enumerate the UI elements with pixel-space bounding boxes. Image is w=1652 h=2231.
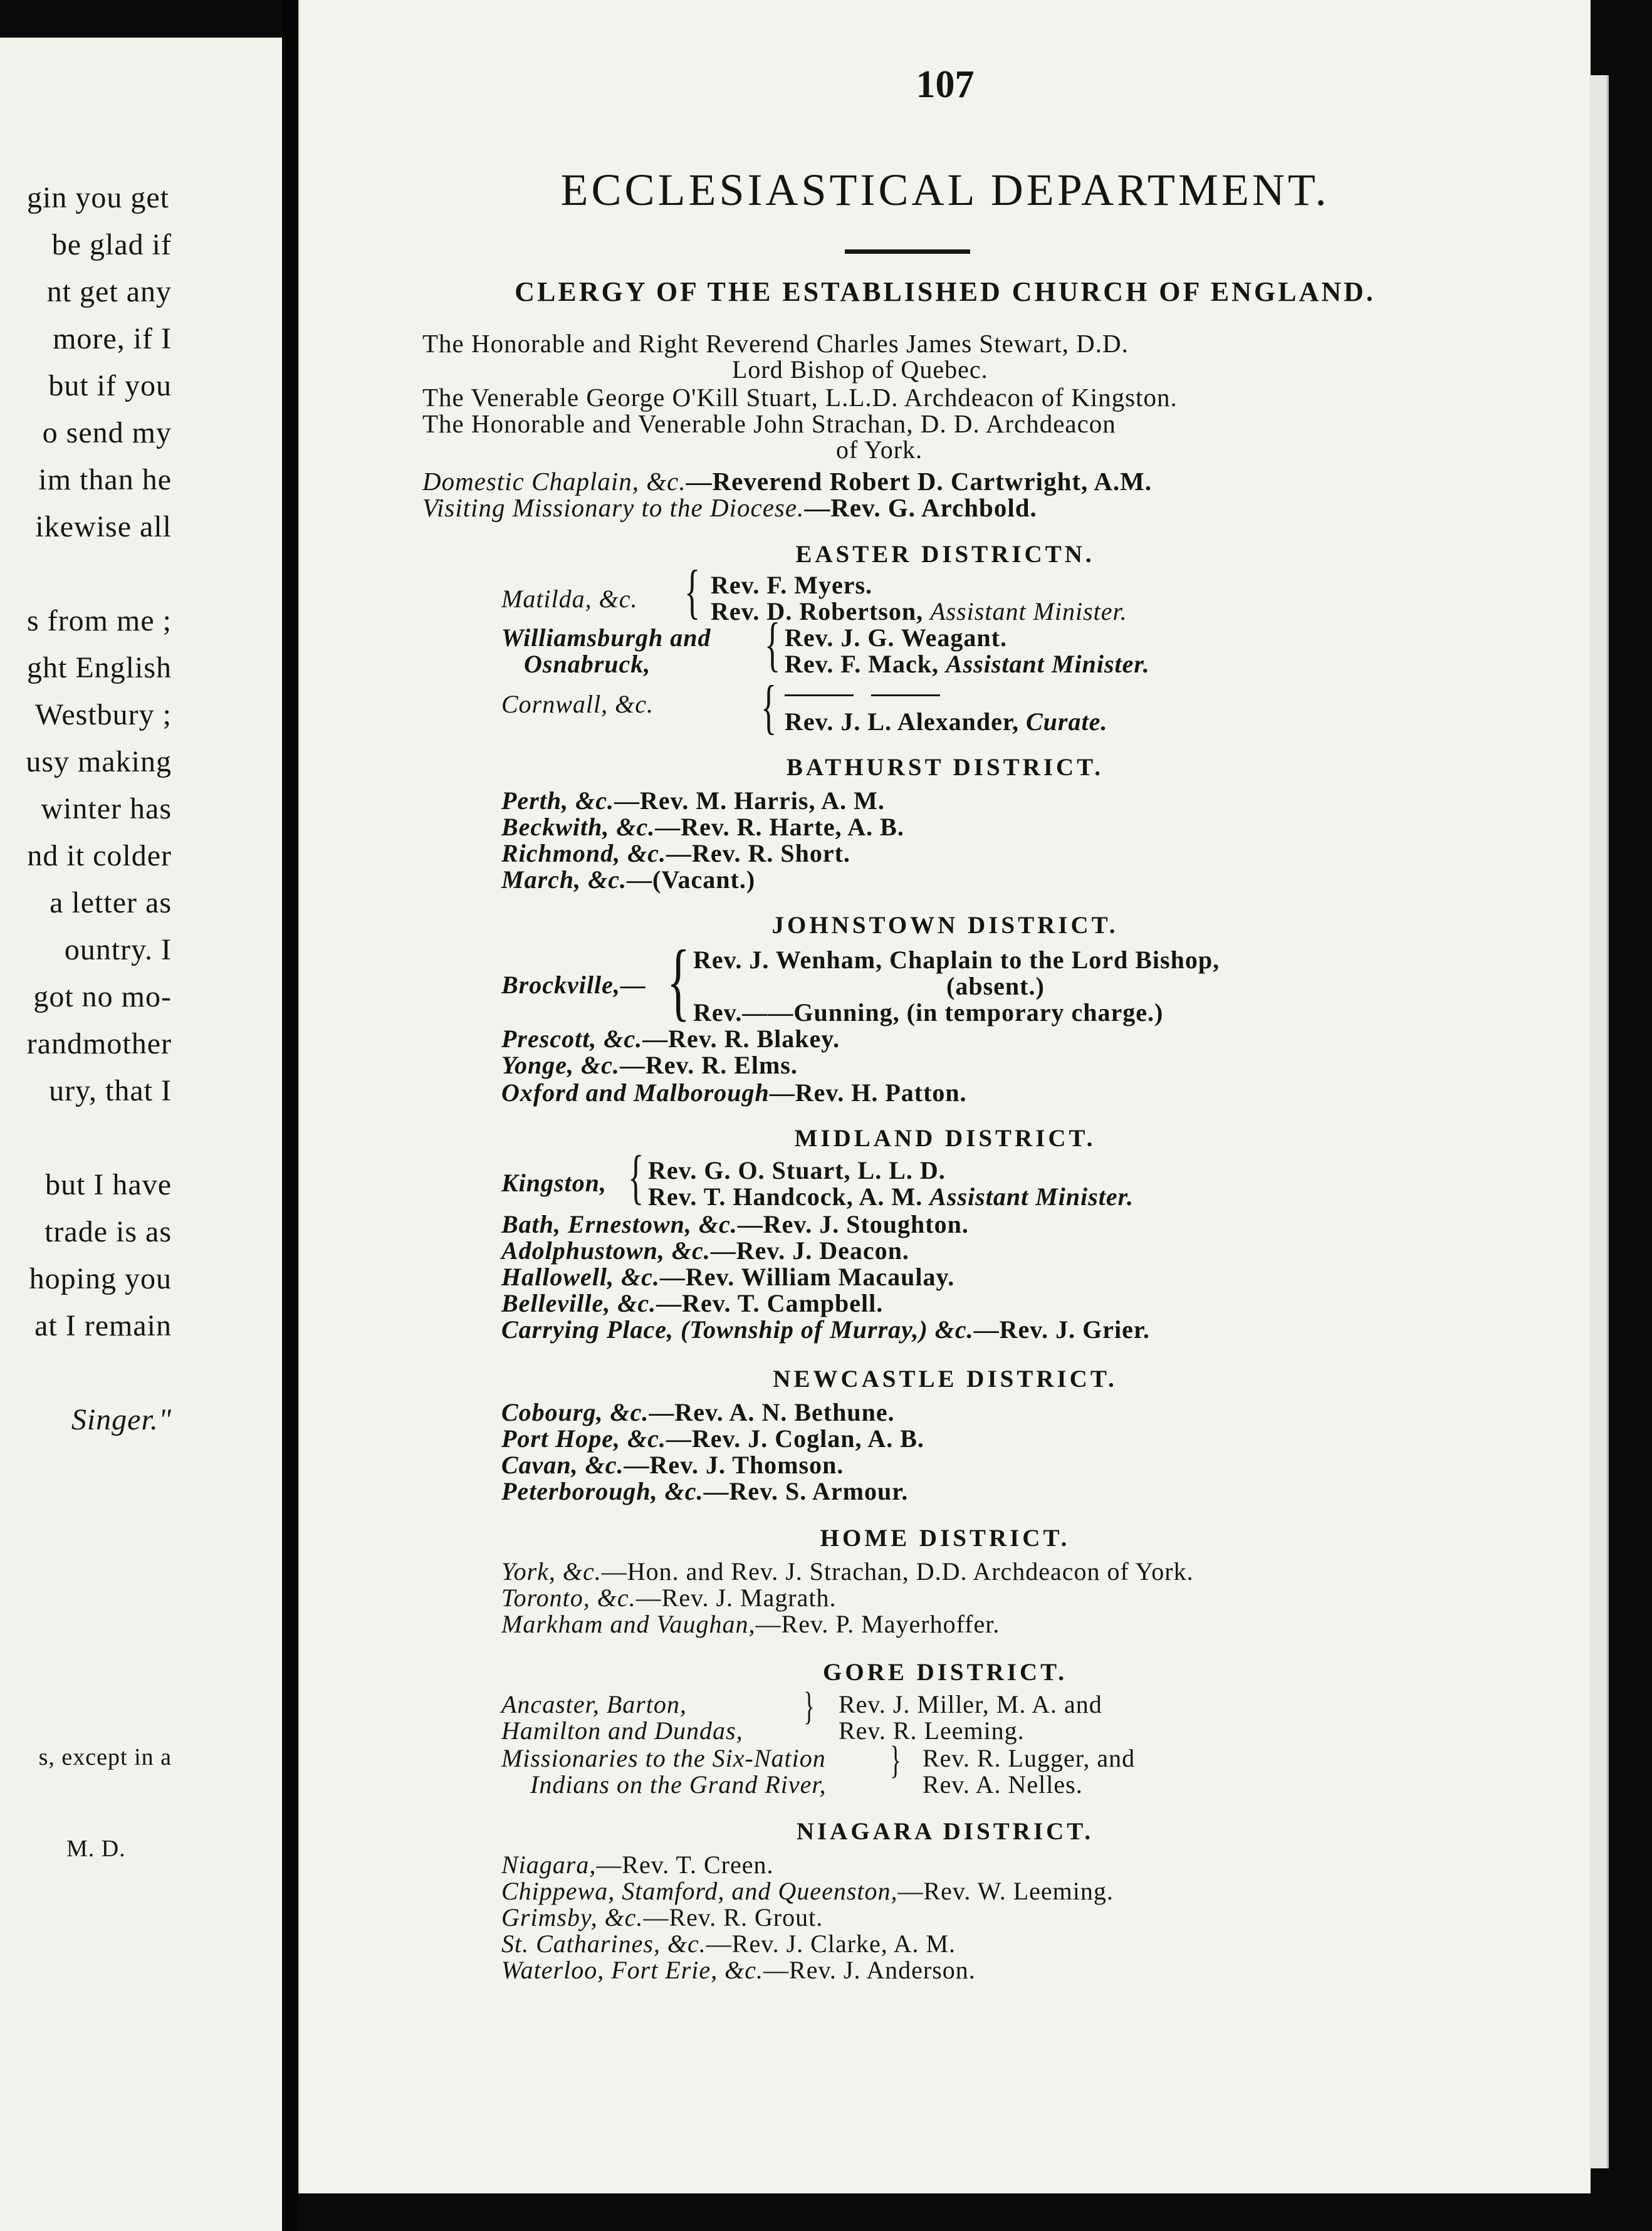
- intro-line: Lord Bishop of Quebec.: [732, 355, 988, 384]
- parish-name: Ancaster, Barton,: [501, 1690, 687, 1718]
- parish-entry: [501, 1315, 1150, 1344]
- parish-name: Niagara,: [501, 1851, 597, 1879]
- parish-name: Toronto, &c.: [501, 1584, 636, 1612]
- clergy-name: —Rev. R. Blakey.: [642, 1025, 840, 1053]
- clergy-name: Rev. R. Leeming.: [839, 1716, 1025, 1745]
- parish-name: Oxford and Malborough: [501, 1079, 770, 1107]
- clergy-name: Rev. R. Lugger, and: [923, 1744, 1136, 1772]
- page-title: ECCLESIASTICAL DEPARTMENT.: [560, 165, 1330, 215]
- brace-icon: }: [803, 1685, 815, 1728]
- left-line: usy making: [26, 745, 172, 778]
- clergy-name: —Rev. R. Grout.: [643, 1903, 823, 1931]
- parish-name: Chippewa, Stamford, and Queenston,: [501, 1877, 898, 1905]
- parish-entry: [501, 1398, 895, 1427]
- parish-entry: [501, 1955, 976, 1985]
- parish-entry: [501, 1050, 798, 1080]
- clergy-name: —Rev. J. Grier.: [973, 1315, 1150, 1344]
- parish-entry: [501, 1850, 773, 1879]
- district-heading-newcastle: NEWCASTLE DISTRICT.: [773, 1366, 1117, 1392]
- clergy-note: (absent.): [946, 972, 1045, 1000]
- brace-icon: {: [667, 933, 690, 1030]
- left-line: a letter as: [50, 886, 172, 919]
- parish-name: Missionaries to the Six-Nation: [501, 1744, 826, 1772]
- parish-name: Bath, Ernestown, &c.: [501, 1210, 738, 1238]
- left-page-fragment: [0, 38, 282, 2231]
- parish-name: Peterborough, &c.: [501, 1477, 704, 1505]
- parish-name: Perth, &c.: [501, 786, 614, 815]
- clergy-name: —Rev. H. Patton.: [769, 1079, 967, 1107]
- parish-name: Adolphustown, &c.: [501, 1236, 711, 1265]
- clergy-role: Assistant Minister.: [930, 597, 1127, 625]
- left-line: o send my: [42, 416, 172, 449]
- book-gutter: [282, 0, 298, 2231]
- clergy-name: —Hon. and Rev. J. Strachan, D.D. Archdeacon of York.: [601, 1557, 1194, 1586]
- clergy-name: Rev. G. O. Stuart, L. L. D.: [648, 1156, 946, 1184]
- brace-icon: {: [684, 558, 701, 625]
- parish-name: St. Catharines, &c.: [501, 1930, 706, 1958]
- parish-name: Osnabruck,: [524, 650, 651, 678]
- parish-name: Cornwall, &c.: [501, 690, 654, 718]
- intro-office: Visiting Missionary to the Diocese.: [422, 493, 805, 522]
- clergy-name: Rev. T. Handcock, A. M.: [648, 1183, 923, 1211]
- clergy-name: —Rev. William Macaulay.: [659, 1263, 955, 1291]
- parish-name: (Township of Murray,): [680, 1315, 928, 1344]
- left-line: ountry. I: [64, 933, 172, 966]
- parish-entry: [501, 839, 850, 868]
- parish-entry: [501, 1557, 1194, 1586]
- clergy-name: —Rev. R. Harte, A. B.: [655, 813, 904, 841]
- parish-name: Grimsby, &c.: [501, 1903, 644, 1931]
- left-line: be glad if: [51, 228, 172, 261]
- district-heading-niagara: NIAGARA DISTRICT.: [796, 1818, 1094, 1845]
- intro-line: [422, 493, 1037, 523]
- clergy-line: [785, 649, 1150, 679]
- parish-name: York, &c.: [501, 1557, 602, 1586]
- intro-line: of York.: [836, 436, 923, 464]
- parish-name: Indians on the Grand River,: [530, 1770, 827, 1799]
- parish-name: Hallowell, &c.: [501, 1263, 660, 1291]
- left-line: at I remain: [34, 1309, 172, 1342]
- clergy-name: —Rev. J. Stoughton.: [737, 1210, 969, 1238]
- parish-entry: [501, 1210, 969, 1239]
- parish-entry: [501, 1476, 908, 1506]
- parish-entry: [501, 812, 904, 842]
- left-line: gin you get: [27, 181, 169, 214]
- left-footer-signature: M. D.: [66, 1836, 126, 1862]
- parish-entry: [501, 1583, 837, 1612]
- district-heading-gore: GORE DISTRICT.: [822, 1659, 1068, 1686]
- left-line: randmother: [26, 1027, 172, 1060]
- clergy-name: Rev.——Gunning, (in temporary charge.): [693, 998, 1164, 1027]
- blank-dash: [871, 694, 940, 696]
- parish-entry: [501, 786, 885, 815]
- clergy-name: —Rev. J. Anderson.: [763, 1956, 976, 1984]
- intro-line: The Honorable and Venerable John Strachan, D. D. Archdeacon: [422, 409, 1116, 438]
- parish-name: Port Hope, &c.: [501, 1424, 666, 1453]
- left-line-signature: Singer.": [71, 1403, 172, 1436]
- district-heading-eastern: EASTER DISTRICTN.: [795, 541, 1095, 568]
- clergy-name: —Rev. S. Armour.: [703, 1477, 909, 1505]
- parish-entry: [501, 1236, 909, 1265]
- parish-name: Matilda, &c.: [501, 585, 638, 613]
- district-heading-home: HOME DISTRICT.: [820, 1525, 1070, 1552]
- parish-entry: [501, 1078, 967, 1107]
- clergy-name: —Rev. J. Magrath.: [635, 1584, 837, 1612]
- clergy-name: Rev. J. Miller, M. A. and: [839, 1690, 1102, 1718]
- parish-name: Richmond, &c.: [501, 839, 667, 867]
- clergy-name: —Rev. A. N. Bethune.: [649, 1398, 895, 1426]
- clergy-name: —Rev. T. Campbell.: [656, 1289, 884, 1317]
- clergy-name: —Rev. J. Thomson.: [624, 1451, 844, 1479]
- right-page: [298, 0, 1591, 2193]
- parish-name: &c.: [934, 1315, 974, 1344]
- title-rule: [845, 249, 970, 254]
- district-heading-midland: MIDLAND DISTRICT.: [794, 1125, 1096, 1152]
- left-line: ikewise all: [35, 510, 172, 543]
- clergy-name: —Rev. W. Leeming.: [897, 1877, 1114, 1905]
- clergy-role: Assistant Minister.: [945, 650, 1150, 678]
- clergy-name: —Rev. R. Short.: [666, 839, 850, 867]
- parish-name: Yonge, &c.: [501, 1051, 620, 1079]
- parish-name: March, &c.: [501, 865, 627, 894]
- clergy-role: Assistant Minister.: [929, 1183, 1134, 1211]
- parish-name: Cobourg, &c.: [501, 1398, 649, 1426]
- left-line: winter has: [41, 792, 172, 825]
- parish-entry: [501, 1450, 844, 1480]
- intro-office: Domestic Chaplain, &c.: [422, 467, 686, 496]
- clergy-name: Rev. J. L. Alexander,: [785, 708, 1019, 736]
- parish-name: Hamilton and Dundas,: [501, 1716, 743, 1745]
- clergy-name: Rev. F. Mack,: [785, 650, 939, 678]
- clergy-name: Rev. A. Nelles.: [923, 1770, 1083, 1799]
- parish-name: Waterloo, Fort Erie, &c.: [501, 1956, 764, 1984]
- brace-icon: {: [765, 610, 781, 677]
- parish-name: Kingston,: [501, 1169, 607, 1197]
- intro-line: The Venerable George O'Kill Stuart, L.L.D. Archdeacon of Kingston.: [422, 383, 1178, 412]
- parish-name: Williamsburgh and: [501, 624, 711, 652]
- parish-name: Cavan, &c.: [501, 1451, 624, 1479]
- parish-entry: [501, 1903, 823, 1932]
- parish-name: Belleville, &c.: [501, 1289, 657, 1317]
- clergy-role: Curate.: [1026, 708, 1108, 736]
- parish-entry: [501, 1288, 883, 1318]
- left-line: but if you: [48, 369, 172, 402]
- clergy-line: [648, 1182, 1134, 1211]
- parish-entry: [501, 1424, 924, 1453]
- left-line: nd it colder: [27, 839, 172, 872]
- district-heading-bathurst: BATHURST DISTRICT.: [786, 754, 1104, 781]
- left-line: but I have: [45, 1168, 172, 1201]
- clergy-line: [785, 707, 1107, 736]
- parish-name: Carrying Place,: [501, 1315, 674, 1344]
- brace-icon: {: [628, 1143, 644, 1210]
- parish-entry: [501, 1929, 956, 1958]
- left-footer-line: s, except in a: [38, 1744, 172, 1770]
- clergy-name: —Rev. J. Coglan, A. B.: [666, 1424, 924, 1453]
- brace-icon: }: [890, 1739, 901, 1782]
- intro-line: [422, 466, 1152, 496]
- parish-name: Markham and Vaughan,: [501, 1610, 756, 1638]
- section-heading-clergy: CLERGY OF THE ESTABLISHED CHURCH OF ENGLAND.: [515, 276, 1376, 307]
- clergy-name: Rev. D. Robertson,: [711, 597, 924, 625]
- left-line: ght English: [26, 651, 172, 684]
- parish-name: Prescott, &c.: [501, 1025, 643, 1053]
- page-number: 107: [916, 63, 975, 106]
- blank-dash: [785, 694, 854, 696]
- clergy-name: —Rev. P. Mayerhoffer.: [755, 1610, 1000, 1638]
- district-heading-johnstown: JOHNSTOWN DISTRICT.: [771, 912, 1119, 939]
- parish-entry: [501, 1024, 840, 1053]
- left-line: got no mo-: [33, 980, 172, 1013]
- brace-icon: {: [761, 673, 777, 740]
- left-line: Westbury ;: [34, 698, 172, 731]
- left-line: s from me ;: [27, 604, 172, 637]
- clergy-name: Rev. J. G. Weagant.: [785, 624, 1007, 652]
- left-line: ury, that I: [49, 1074, 172, 1107]
- left-line: hoping you: [29, 1262, 172, 1295]
- parish-name: Beckwith, &c.: [501, 813, 656, 841]
- clergy-name: —Rev. T. Creen.: [596, 1851, 774, 1879]
- parish-entry: [501, 1609, 1000, 1639]
- parish-entry: [501, 1262, 954, 1292]
- parish-name: Brockville,—: [501, 971, 646, 999]
- left-line: im than he: [38, 463, 172, 496]
- clergy-name: —Rev. M. Harris, A. M.: [614, 786, 885, 815]
- clergy-name: —Rev. R. Elms.: [619, 1051, 798, 1079]
- clergy-name: —Rev. J. Deacon.: [710, 1236, 909, 1265]
- clergy-name: —(Vacant.): [627, 865, 756, 894]
- left-line: nt get any: [46, 275, 172, 308]
- page-edge: [1589, 75, 1609, 2168]
- intro-line: The Honorable and Right Reverend Charles James Stewart, D.D.: [422, 329, 1129, 358]
- left-line: trade is as: [44, 1215, 172, 1248]
- left-line: more, if I: [53, 322, 172, 355]
- clergy-name: —Rev. J. Clarke, A. M.: [706, 1930, 956, 1958]
- clergy-name: Rev. J. Wenham, Chaplain to the Lord Bishop,: [693, 946, 1220, 974]
- parish-entry: [501, 1876, 1114, 1906]
- intro-name: —Reverend Robert D. Cartwright, A.M.: [686, 467, 1153, 496]
- intro-name: —Rev. G. Archbold.: [804, 493, 1037, 522]
- clergy-name: Rev. F. Myers.: [711, 571, 873, 599]
- parish-entry: [501, 865, 755, 894]
